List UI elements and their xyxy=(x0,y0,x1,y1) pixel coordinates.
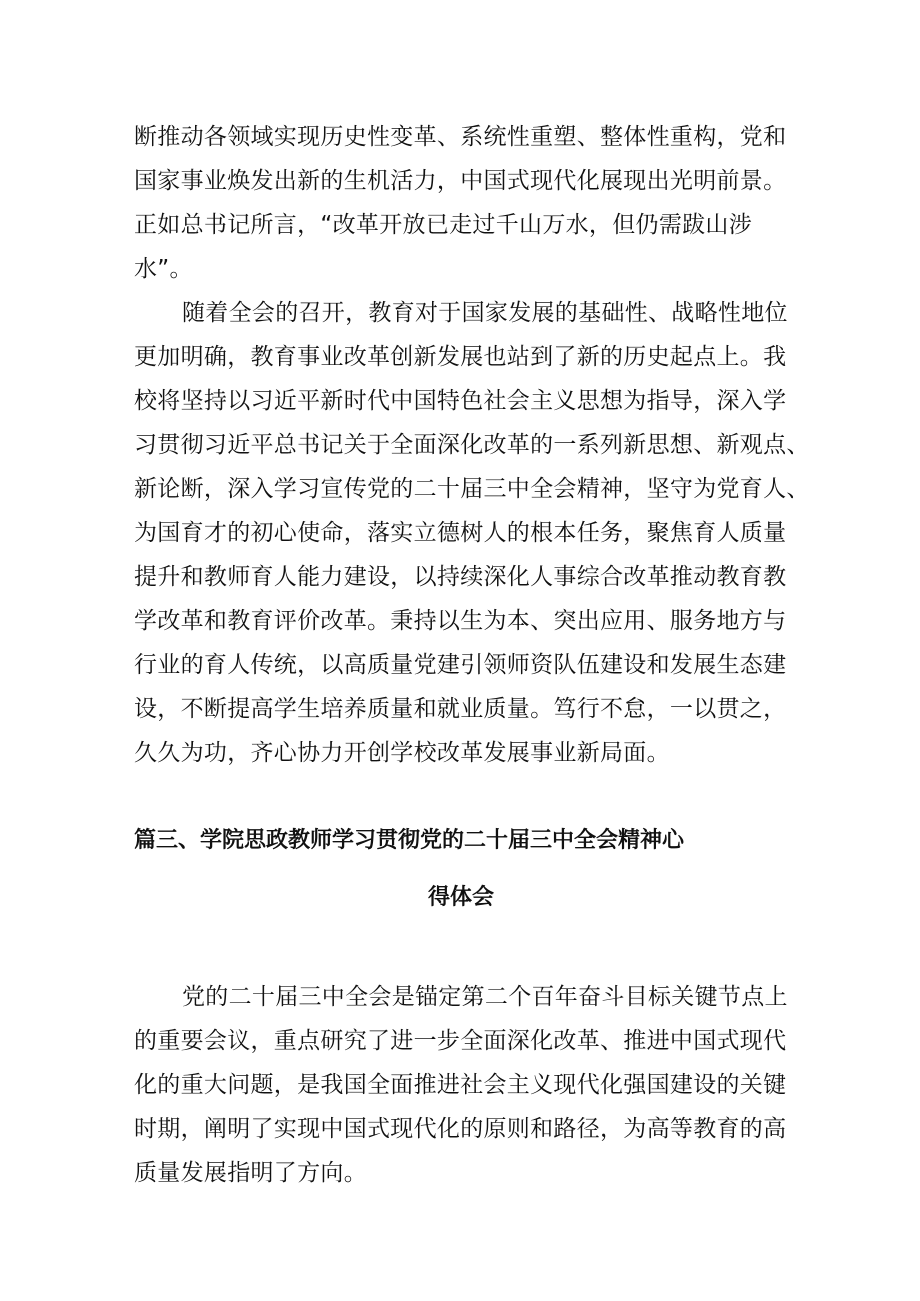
text-line: 断推动各领域实现历史性变革、系统性重塑、整体性重构，党和 xyxy=(134,124,787,150)
text-line: 时期，阐明了实现中国式现代化的原则和路径，为高等教育的高 xyxy=(134,1116,787,1142)
text-line: 正如总书记所言，“改革开放已走过千山万水，但仍需跋山涉 xyxy=(134,212,753,238)
section-heading-continued: 得体会 xyxy=(428,885,495,910)
text-line: 习贯彻习近平总书记关于全面深化改革的一系列新思想、新观点、 xyxy=(134,432,810,458)
text-line: 质量发展指明了方向。 xyxy=(134,1160,367,1186)
text-line: 为国育才的初心使命，落实立德树人的根本任务，聚焦育人质量 xyxy=(134,520,787,546)
text-line: 随着全会的召开，教育对于国家发展的基础性、战略性地位 xyxy=(182,300,788,326)
text-line: 的重要会议，重点研究了进一步全面深化改革、推进中国式现代 xyxy=(134,1028,787,1054)
text-line: 学改革和教育评价改革。秉持以生为本、突出应用、服务地方与 xyxy=(134,608,787,634)
text-line: 久久为功，齐心协力开创学校改革发展事业新局面。 xyxy=(134,740,670,766)
text-line: 化的重大问题，是我国全面推进社会主义现代化强国建设的关键 xyxy=(134,1072,787,1098)
text-line: 党的二十届三中全会是锚定第二个百年奋斗目标关键节点上 xyxy=(182,984,788,1010)
text-line: 提升和教师育人能力建设，以持续深化人事综合改革推动教育教 xyxy=(134,564,787,590)
section-heading: 篇三、学院思政教师学习贯彻党的二十届三中全会精神心 xyxy=(134,828,685,853)
text-line: 国家事业焕发出新的生机活力，中国式现代化展现出光明前景。 xyxy=(134,168,787,194)
text-line: 更加明确，教育事业改革创新发展也站到了新的历史起点上。我 xyxy=(134,344,787,370)
text-line: 行业的育人传统，以高质量党建引领师资队伍建设和发展生态建 xyxy=(134,652,787,678)
text-line: 水”。 xyxy=(134,256,193,282)
text-line: 校将坚持以习近平新时代中国特色社会主义思想为指导，深入学 xyxy=(134,388,787,414)
text-line: 新论断，深入学习宣传党的二十届三中全会精神，坚守为党育人、 xyxy=(134,476,810,502)
text-line: 设，不断提高学生培养质量和就业质量。笃行不怠，一以贯之， xyxy=(134,696,787,722)
